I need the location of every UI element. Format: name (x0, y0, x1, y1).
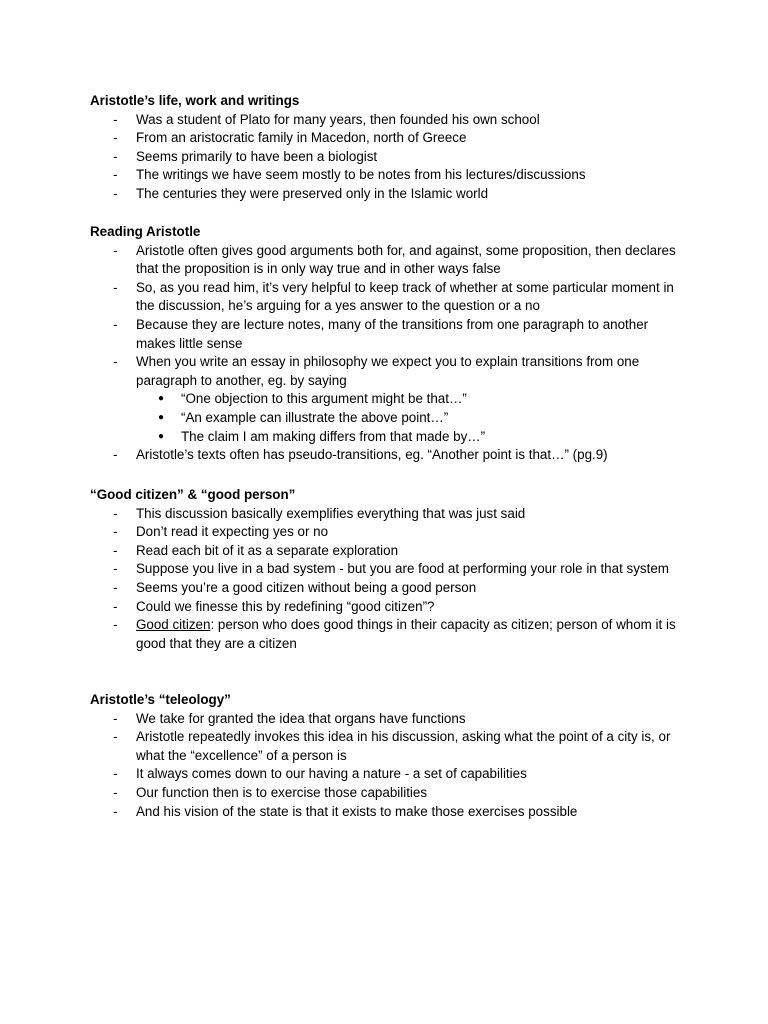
list-item (0, 765, 681, 784)
list-item (0, 803, 681, 822)
sub-bullet-list (136, 390, 681, 446)
sub-list-item (136, 390, 681, 409)
dash-marker: - (113, 130, 118, 146)
item-text: Was a student of Plato for many years, then founded his own school (136, 111, 540, 127)
list-item (0, 728, 681, 765)
list-item (0, 111, 681, 130)
dash-marker: - (113, 279, 118, 295)
item-text: When you write an essay in philosophy we expect you to explain transitions from one paragraph to another, eg. by saying (136, 354, 640, 388)
list-item (0, 316, 681, 353)
section-heading: Reading Aristotle (90, 224, 201, 239)
bullet-list (0, 505, 768, 654)
dash-marker: - (113, 354, 118, 370)
bullet-marker: ● (158, 430, 165, 442)
item-text: Seems primarily to have been a biologist (136, 148, 378, 164)
list-item (0, 616, 681, 653)
sub-list-item (136, 409, 681, 428)
list-item (0, 505, 681, 524)
item-text: Aristotle repeatedly invokes this idea in his discussion, asking what the point of a city is, or what the “excellence” of a person is (136, 729, 671, 763)
bullet-marker: ● (158, 393, 165, 405)
list-item (0, 166, 681, 185)
sub-item-text: “An example can illustrate the above point…” (181, 409, 449, 425)
item-text: Read each bit of it as a separate exploration (136, 542, 399, 558)
item-text: Because they are lecture notes, many of the transitions from one paragraph to another makes little sense (136, 316, 649, 351)
item-text: Aristotle’s texts often has pseudo-transitions, eg. “Another point is that…” (pg.9) (136, 447, 608, 463)
list-item (0, 710, 681, 729)
list-item (0, 542, 681, 561)
list-item (0, 598, 681, 617)
dash-marker: - (113, 617, 118, 633)
item-text: The centuries they were preserved only in the Islamic world (136, 185, 489, 201)
dash-marker: - (113, 784, 118, 800)
list-item (0, 148, 681, 167)
item-text: And his vision of the state is that it exists to make those exercises possible (136, 803, 578, 819)
dash-marker: - (113, 111, 118, 127)
dash-marker: - (113, 185, 118, 201)
item-text: Our function then is to exercise those capabilities (136, 784, 428, 800)
sub-item-text: The claim I am making differs from that made by…” (181, 428, 486, 444)
item-text: The writings we have seem mostly to be notes from his lectures/discussions (136, 167, 586, 183)
dash-marker: - (113, 803, 118, 819)
bullet-list (0, 111, 768, 204)
dash-marker: - (113, 167, 118, 183)
list-item (0, 560, 681, 579)
list-item (0, 353, 681, 446)
item-text: Seems you’re a good citizen without being a good person (136, 579, 477, 595)
dash-marker: - (113, 710, 118, 726)
item-text: It always comes down to our having a nature - a set of capabilities (136, 766, 527, 782)
item-text: So, as you read him, it’s very helpful to keep track of whether at some particular moment in the discussion, he’s arguing for a yes answer to the question or a no (136, 279, 674, 314)
item-text: : person who does good things in their capacity as citizen; person of whom it is good that they are a citizen (136, 617, 676, 651)
list-item (0, 446, 681, 465)
list-item (0, 279, 681, 316)
item-text: Aristotle often gives good arguments both for, and against, some proposition, then declares that the proposition is in only way true and in other ways false (136, 242, 676, 277)
dash-marker: - (113, 505, 118, 521)
dash-marker: - (113, 561, 118, 577)
list-item (0, 242, 681, 279)
dash-marker: - (113, 242, 118, 258)
bullet-list (0, 242, 768, 465)
sub-list-item (136, 428, 681, 447)
list-item (0, 579, 681, 598)
dash-marker: - (113, 766, 118, 782)
item-text: Suppose you live in a bad system - but you are food at performing your role in that system (136, 561, 669, 577)
list-item (0, 784, 681, 803)
item-text: Could we finesse this by redefining “good citizen”? (136, 598, 435, 614)
section-heading: Aristotle’s “teleology” (90, 692, 231, 707)
list-item (0, 523, 681, 542)
dash-marker: - (113, 598, 118, 614)
underlined-term: Good citizen (136, 617, 211, 633)
dash-marker: - (113, 729, 118, 745)
list-item (0, 129, 681, 148)
dash-marker: - (113, 542, 118, 558)
section-heading: Aristotle’s life, work and writings (90, 93, 300, 108)
bullet-marker: ● (158, 411, 165, 423)
item-text: We take for granted the idea that organs have functions (136, 710, 466, 726)
dash-marker: - (113, 316, 118, 332)
item-text: From an aristocratic family in Macedon, north of Greece (136, 130, 467, 146)
section-heading: “Good citizen” & “good person” (90, 487, 296, 502)
sub-item-text: “One objection to this argument might be that…” (181, 391, 467, 407)
bullet-list (0, 710, 768, 822)
dash-marker: - (113, 148, 118, 164)
dash-marker: - (113, 524, 118, 540)
list-item (0, 185, 681, 204)
item-text: Don’t read it expecting yes or no (136, 524, 329, 540)
dash-marker: - (113, 579, 118, 595)
dash-marker: - (113, 447, 118, 463)
item-text: This discussion basically exemplifies everything that was just said (136, 505, 526, 521)
